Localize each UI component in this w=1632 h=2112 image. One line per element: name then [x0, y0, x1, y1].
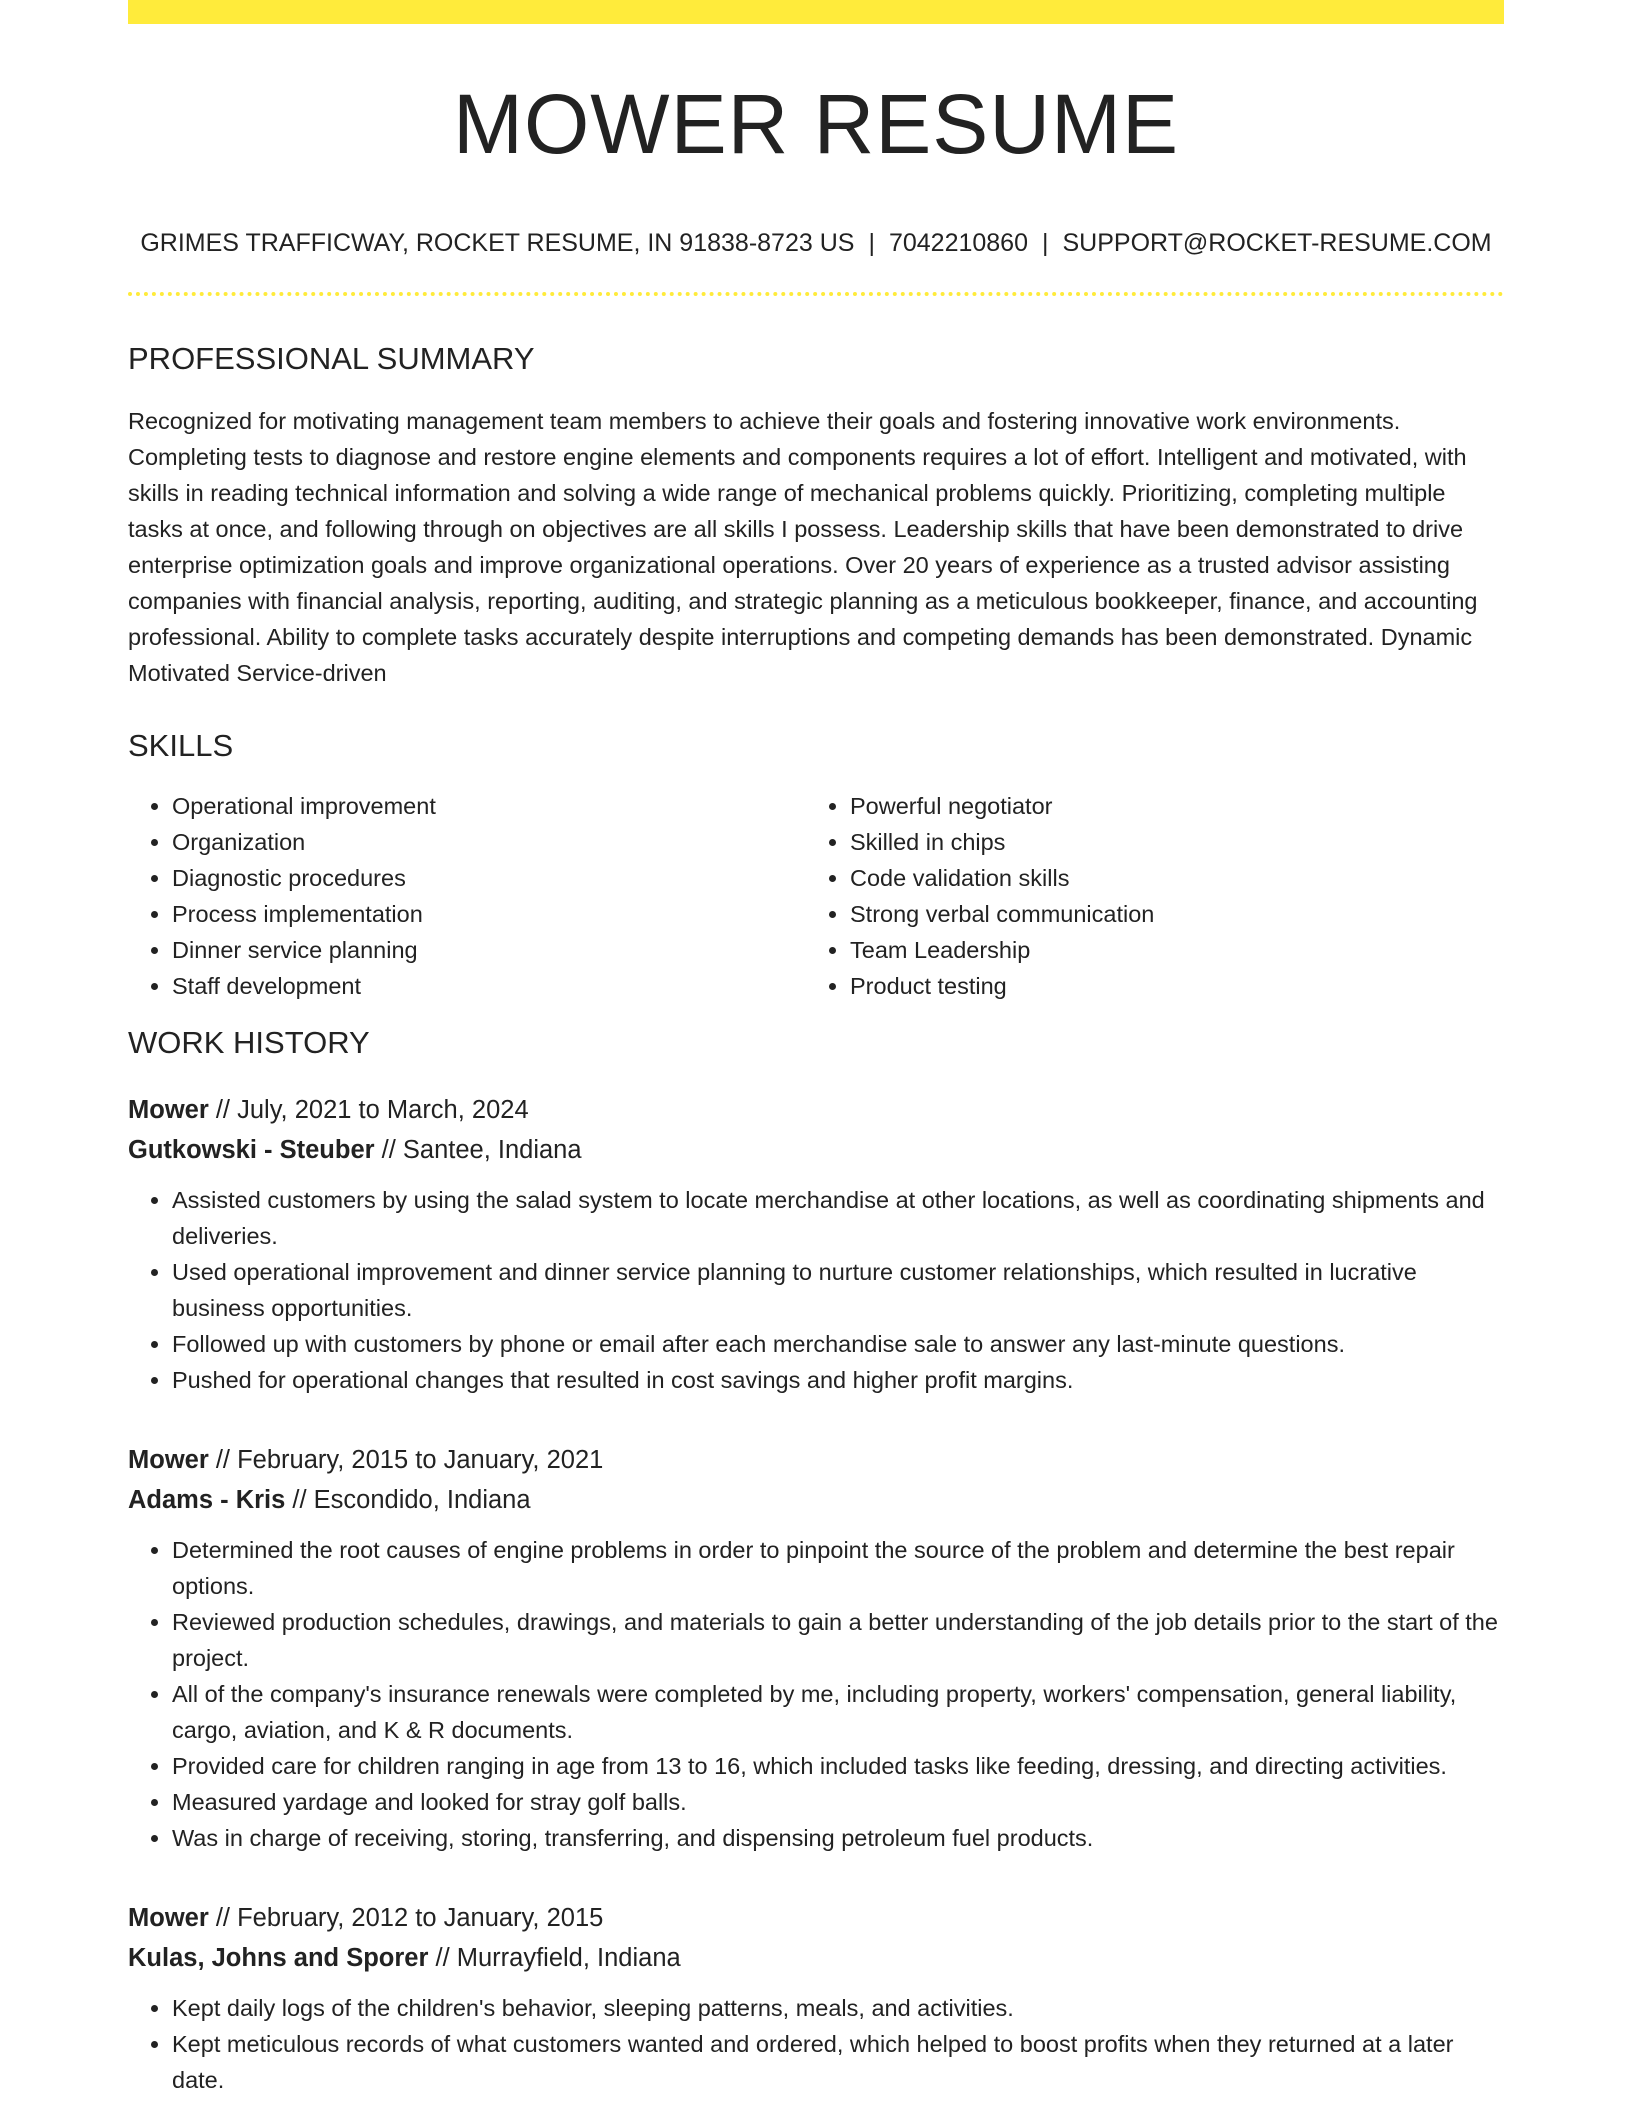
job-company: Kulas, Johns and Sporer: [128, 1943, 429, 1972]
skill-item: • Diagnostic procedures: [172, 860, 806, 896]
summary-heading: PROFESSIONAL SUMMARY: [128, 341, 535, 376]
contact-separator: |: [1042, 229, 1049, 257]
skill-item: • Code validation skills: [850, 860, 1484, 896]
job-title-line: [128, 1090, 1504, 1130]
work-history-heading: WORK HISTORY: [128, 1025, 370, 1061]
job-role: Mower: [128, 1903, 209, 1932]
contact-separator: |: [868, 229, 875, 257]
skill-item: • Skilled in chips: [850, 824, 1484, 860]
job-bullets: [128, 1182, 1504, 1398]
job-title-line: [128, 1440, 1504, 1480]
job-bullet: • Assisted customers by using the salad system to locate merchandise at other locations, as well as coordinating shipments and deliveries.: [172, 1182, 1504, 1254]
dotted-divider: [128, 292, 1504, 296]
job-bullet: • Reviewed production schedules, drawings, and materials to gain a better understanding of the job details prior to the start of the project.: [172, 1604, 1504, 1676]
job-bullet: • Followed up with customers by phone or email after each merchandise sale to answer any last-minute questions.: [172, 1326, 1504, 1362]
job-dates: // July, 2021 to March, 2024: [208, 1095, 529, 1124]
resume-name: MOWER RESUME: [453, 77, 1179, 171]
job-role: Mower: [128, 1095, 209, 1124]
accent-top-bar: [128, 0, 1504, 24]
skills-left-list: [128, 788, 806, 1004]
job-bullet: • Measured yardage and looked for stray golf balls.: [172, 1784, 1504, 1820]
contact-phone: 7042210860: [888, 229, 1028, 257]
skills-columns: [128, 788, 1504, 1004]
contact-email: SUPPORT@ROCKET-RESUME.COM: [1062, 229, 1492, 257]
job-company-line: [128, 1938, 1504, 1978]
job-bullet: • Kept meticulous records of what customers wanted and ordered, which helped to boost profits when they returned at a later date.: [172, 2026, 1504, 2098]
skill-item: • Staff development: [172, 968, 806, 1004]
job-bullet: • Kept daily logs of the children's behavior, sleeping patterns, meals, and activities.: [172, 1990, 1504, 2026]
job-company: Gutkowski - Steuber: [128, 1135, 375, 1164]
skill-item: • Powerful negotiator: [850, 788, 1484, 824]
skill-item: • Team Leadership: [850, 932, 1484, 968]
job-entry: [128, 1440, 1504, 1856]
job-bullet: • Used operational improvement and dinner service planning to nurture customer relationships, which resulted in lucrative business opportunities.: [172, 1254, 1504, 1326]
skill-item: • Operational improvement: [172, 788, 806, 824]
skill-item: • Process implementation: [172, 896, 806, 932]
skill-item: • Product testing: [850, 968, 1484, 1004]
job-bullet: • Provided care for children ranging in age from 13 to 16, which included tasks like feeding, dressing, and directing activities.: [172, 1748, 1504, 1784]
job-bullet: • Was in charge of receiving, storing, transferring, and dispensing petroleum fuel products.: [172, 1820, 1504, 1856]
job-bullet: • Determined the root causes of engine problems in order to pinpoint the source of the problem and determine the best repair options.: [172, 1532, 1504, 1604]
job-bullets: [128, 1990, 1504, 2098]
job-entry: [128, 1090, 1504, 1398]
job-dates: // February, 2015 to January, 2021: [208, 1445, 604, 1474]
job-role: Mower: [128, 1445, 209, 1474]
job-location: // Escondido, Indiana: [285, 1485, 531, 1514]
resume-page: [128, 0, 1504, 2098]
job-company-line: [128, 1480, 1504, 1520]
job-title-line: [128, 1898, 1504, 1938]
skill-item: • Dinner service planning: [172, 932, 806, 968]
job-dates: // February, 2012 to January, 2015: [208, 1903, 604, 1932]
job-company: Adams - Kris: [128, 1485, 286, 1514]
skill-item: • Strong verbal communication: [850, 896, 1484, 932]
skills-heading: SKILLS: [128, 728, 234, 764]
job-bullet: • All of the company's insurance renewals were completed by me, including property, workers' compensation, general liability, cargo, aviation, and K & R documents.: [172, 1676, 1504, 1748]
contact-line: [128, 228, 1504, 258]
job-location: // Santee, Indiana: [374, 1135, 582, 1164]
skills-right-list: [806, 788, 1484, 1004]
summary-text: Recognized for motivating management team members to achieve their goals and fostering innovative work environments. Completing tests to diagnose and restore engine elements and components requires a lot of effort. Intelligent and motivated, with skills in reading technical information and solving a wide range of mechanical problems quickly. Prioritizing, completing multiple tasks at once, and following through on objectives are all skills I possess. Leadership skills that have been demonstrated to drive enterprise optimization goals and improve organizational operations. Over 20 years of experience as a trusted advisor assisting companies with financial analysis, reporting, auditing, and strategic planning as a meticulous bookkeeper, finance, and accounting professional. Ability to complete tasks accurately despite interruptions and competing demands has been demonstrated. Dynamic Motivated Service-driven: [128, 408, 1478, 687]
job-location: // Murrayfield, Indiana: [428, 1943, 681, 1972]
job-bullets: [128, 1532, 1504, 1856]
contact-address: GRIMES TRAFFICWAY, ROCKET RESUME, IN 91838-8723 US: [140, 229, 855, 257]
job-company-line: [128, 1130, 1504, 1170]
skill-item: • Organization: [172, 824, 806, 860]
job-entry: [128, 1898, 1504, 2098]
job-bullet: • Pushed for operational changes that resulted in cost savings and higher profit margins.: [172, 1362, 1504, 1398]
